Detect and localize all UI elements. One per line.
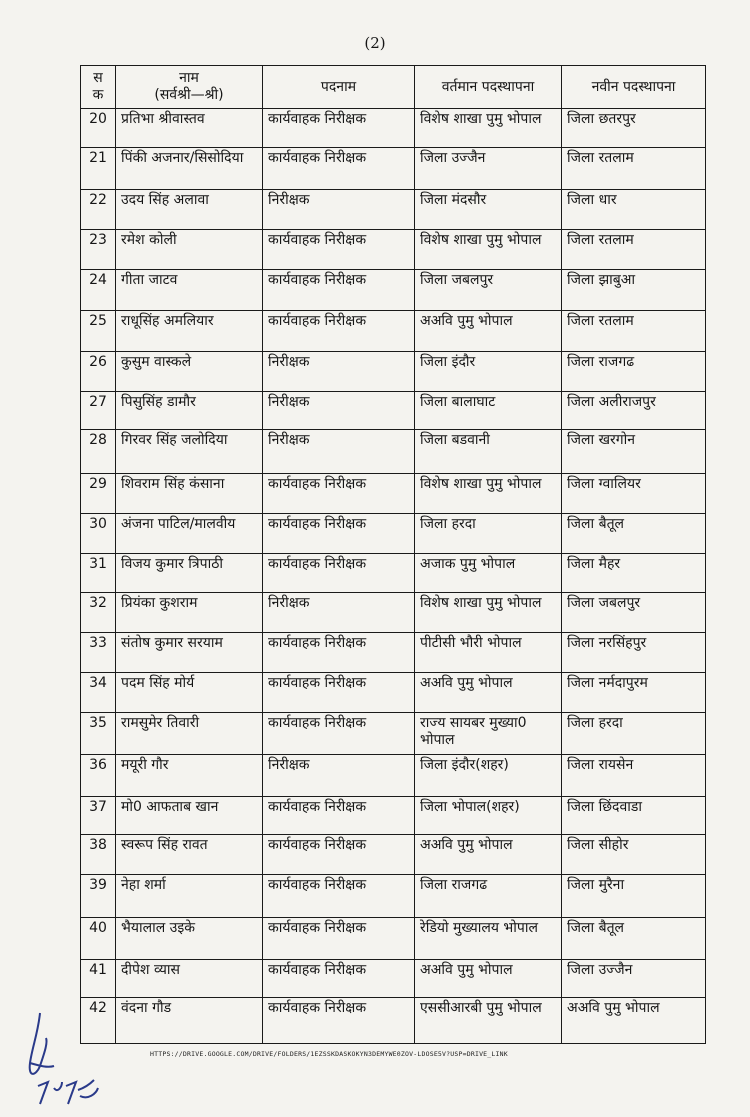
cell-new-posting: जिला सीहोर <box>562 835 706 875</box>
table-row <box>81 514 706 554</box>
cell-current-posting: अअवि पुमु भोपाल <box>415 960 562 998</box>
cell-sno: 34 <box>81 673 116 713</box>
table-row <box>81 311 706 352</box>
table-row <box>81 148 706 190</box>
cell-name: नेहा शर्मा <box>116 875 263 918</box>
table-row <box>81 633 706 673</box>
cell-designation: कार्यवाहक निरीक्षक <box>263 960 415 998</box>
cell-name: पदम सिंह मोर्य <box>116 673 263 713</box>
cell-new-posting: जिला नरसिंहपुर <box>562 633 706 673</box>
cell-new-posting: जिला धार <box>562 190 706 230</box>
cell-designation: कार्यवाहक निरीक्षक <box>263 554 415 593</box>
cell-designation: कार्यवाहक निरीक्षक <box>263 270 415 311</box>
cell-designation: कार्यवाहक निरीक्षक <box>263 109 415 148</box>
table-row <box>81 673 706 713</box>
cell-new-posting: जिला रतलाम <box>562 311 706 352</box>
cell-sno: 21 <box>81 148 116 190</box>
transfer-table <box>80 65 706 1044</box>
table-row <box>81 713 706 755</box>
cell-sno: 20 <box>81 109 116 148</box>
header-new-posting: नवीन पदस्थापना <box>562 66 706 109</box>
cell-sno: 26 <box>81 352 116 392</box>
table-row <box>81 593 706 633</box>
cell-current-posting: जिला बालाघाट <box>415 392 562 430</box>
cell-name: प्रियंका कुशराम <box>116 593 263 633</box>
cell-current-posting: विशेष शाखा पुमु भोपाल <box>415 109 562 148</box>
cell-sno: 33 <box>81 633 116 673</box>
cell-designation: निरीक्षक <box>263 593 415 633</box>
table-row <box>81 474 706 514</box>
table-row <box>81 230 706 270</box>
cell-current-posting: अअवि पुमु भोपाल <box>415 835 562 875</box>
cell-sno: 25 <box>81 311 116 352</box>
cell-current-posting: जिला इंदौर(शहर) <box>415 755 562 797</box>
page-number: (2) <box>364 34 386 52</box>
cell-current-posting: जिला जबलपुर <box>415 270 562 311</box>
cell-new-posting: जिला खरगोन <box>562 430 706 474</box>
table-row <box>81 270 706 311</box>
cell-new-posting: जिला उज्जैन <box>562 960 706 998</box>
table-header-row <box>81 66 706 109</box>
cell-name: गीता जाटव <box>116 270 263 311</box>
cell-sno: 22 <box>81 190 116 230</box>
table-row <box>81 352 706 392</box>
cell-designation: कार्यवाहक निरीक्षक <box>263 633 415 673</box>
cell-designation: कार्यवाहक निरीक्षक <box>263 835 415 875</box>
cell-sno: 41 <box>81 960 116 998</box>
cell-name: गिरवर सिंह जलोदिया <box>116 430 263 474</box>
cell-name: अंजना पाटिल/मालवीय <box>116 514 263 554</box>
cell-name: प्रतिभा श्रीवास्तव <box>116 109 263 148</box>
table-row <box>81 554 706 593</box>
cell-new-posting: जिला छतरपुर <box>562 109 706 148</box>
cell-sno: 39 <box>81 875 116 918</box>
cell-designation: कार्यवाहक निरीक्षक <box>263 875 415 918</box>
cell-current-posting: जिला बडवानी <box>415 430 562 474</box>
table-row <box>81 430 706 474</box>
cell-designation: निरीक्षक <box>263 430 415 474</box>
table-row <box>81 875 706 918</box>
cell-name: रामसुमेर तिवारी <box>116 713 263 755</box>
table-row <box>81 392 706 430</box>
cell-current-posting: जिला भोपाल(शहर) <box>415 797 562 835</box>
table-row <box>81 190 706 230</box>
cell-new-posting: जिला ग्वालियर <box>562 474 706 514</box>
cell-designation: कार्यवाहक निरीक्षक <box>263 474 415 514</box>
cell-current-posting: जिला हरदा <box>415 514 562 554</box>
cell-current-posting: राज्य सायबर मुख्या0 भोपाल <box>415 713 562 755</box>
cell-name: कुसुम वास्कले <box>116 352 263 392</box>
table-row <box>81 835 706 875</box>
table-row <box>81 918 706 960</box>
table-row <box>81 109 706 148</box>
cell-sno: 27 <box>81 392 116 430</box>
cell-sno: 35 <box>81 713 116 755</box>
handwritten-signature <box>18 1008 118 1108</box>
cell-name: मो0 आफताब खान <box>116 797 263 835</box>
cell-current-posting: जिला मंदसौर <box>415 190 562 230</box>
table-row <box>81 998 706 1044</box>
cell-sno: 23 <box>81 230 116 270</box>
cell-designation: कार्यवाहक निरीक्षक <box>263 797 415 835</box>
cell-name: स्वरूप सिंह रावत <box>116 835 263 875</box>
cell-designation: कार्यवाहक निरीक्षक <box>263 148 415 190</box>
cell-new-posting: जिला हरदा <box>562 713 706 755</box>
cell-sno: 24 <box>81 270 116 311</box>
cell-new-posting: जिला रतलाम <box>562 230 706 270</box>
cell-designation: कार्यवाहक निरीक्षक <box>263 713 415 755</box>
cell-new-posting: जिला जबलपुर <box>562 593 706 633</box>
cell-designation: निरीक्षक <box>263 190 415 230</box>
cell-new-posting: जिला मैहर <box>562 554 706 593</box>
cell-new-posting: जिला रायसेन <box>562 755 706 797</box>
cell-designation: कार्यवाहक निरीक्षक <box>263 311 415 352</box>
cell-sno: 42 <box>81 998 116 1044</box>
table-row <box>81 755 706 797</box>
cell-current-posting: अअवि पुमु भोपाल <box>415 673 562 713</box>
cell-name: शिवराम सिंह कंसाना <box>116 474 263 514</box>
cell-current-posting: विशेष शाखा पुमु भोपाल <box>415 230 562 270</box>
cell-designation: कार्यवाहक निरीक्षक <box>263 673 415 713</box>
cell-designation: कार्यवाहक निरीक्षक <box>263 230 415 270</box>
cell-new-posting: जिला छिंदवाडा <box>562 797 706 835</box>
cell-new-posting: जिला झाबुआ <box>562 270 706 311</box>
cell-sno: 29 <box>81 474 116 514</box>
cell-current-posting: जिला राजगढ <box>415 875 562 918</box>
cell-current-posting: पीटीसी भौरी भोपाल <box>415 633 562 673</box>
cell-current-posting: विशेष शाखा पुमु भोपाल <box>415 593 562 633</box>
cell-name: उदय सिंह अलावा <box>116 190 263 230</box>
cell-name: रमेश कोली <box>116 230 263 270</box>
cell-sno: 30 <box>81 514 116 554</box>
cell-current-posting: विशेष शाखा पुमु भोपाल <box>415 474 562 514</box>
cell-current-posting: रेडियो मुख्यालय भोपाल <box>415 918 562 960</box>
cell-designation: निरीक्षक <box>263 392 415 430</box>
cell-current-posting: एससीआरबी पुमु भोपाल <box>415 998 562 1044</box>
cell-new-posting: जिला मुरैना <box>562 875 706 918</box>
cell-sno: 31 <box>81 554 116 593</box>
cell-name: दीपेश व्यास <box>116 960 263 998</box>
cell-new-posting: अअवि पुमु भोपाल <box>562 998 706 1044</box>
cell-sno: 32 <box>81 593 116 633</box>
cell-designation: कार्यवाहक निरीक्षक <box>263 514 415 554</box>
cell-sno: 38 <box>81 835 116 875</box>
cell-new-posting: जिला अलीराजपुर <box>562 392 706 430</box>
cell-name: विजय कुमार त्रिपाठी <box>116 554 263 593</box>
cell-designation: निरीक्षक <box>263 352 415 392</box>
cell-designation: निरीक्षक <box>263 755 415 797</box>
cell-name: मयूरी गौर <box>116 755 263 797</box>
cell-name: राधूसिंह अमलियार <box>116 311 263 352</box>
table-row <box>81 797 706 835</box>
cell-new-posting: जिला रतलाम <box>562 148 706 190</box>
table-row <box>81 960 706 998</box>
cell-current-posting: जिला उज्जैन <box>415 148 562 190</box>
header-current-posting: वर्तमान पदस्थापना <box>415 66 562 109</box>
cell-sno: 36 <box>81 755 116 797</box>
cell-current-posting: अअवि पुमु भोपाल <box>415 311 562 352</box>
cell-sno: 28 <box>81 430 116 474</box>
cell-current-posting: अजाक पुमु भोपाल <box>415 554 562 593</box>
cell-new-posting: जिला राजगढ <box>562 352 706 392</box>
cell-name: पिसुसिंह डामौर <box>116 392 263 430</box>
header-designation: पदनाम <box>263 66 415 109</box>
footer-drive-link: HTTPS://DRIVE.GOOGLE.COM/DRIVE/FOLDERS/1EZSSKDASKOKYN3DEMYWE0ZOV-LDOSE5V?USP=DRIVE_LINK <box>150 1050 508 1058</box>
cell-name: संतोष कुमार सरयाम <box>116 633 263 673</box>
header-sno: स क <box>81 66 116 109</box>
header-name: नाम (सर्वश्री—श्री) <box>116 66 263 109</box>
cell-new-posting: जिला नर्मदापुरम <box>562 673 706 713</box>
cell-name: भैयालाल उइके <box>116 918 263 960</box>
cell-name: पिंकी अजनार/सिसोदिया <box>116 148 263 190</box>
cell-sno: 40 <box>81 918 116 960</box>
cell-designation: कार्यवाहक निरीक्षक <box>263 918 415 960</box>
cell-new-posting: जिला बैतूल <box>562 514 706 554</box>
cell-new-posting: जिला बैतूल <box>562 918 706 960</box>
cell-current-posting: जिला इंदौर <box>415 352 562 392</box>
cell-sno: 37 <box>81 797 116 835</box>
cell-name: वंदना गौड <box>116 998 263 1044</box>
cell-designation: कार्यवाहक निरीक्षक <box>263 998 415 1044</box>
